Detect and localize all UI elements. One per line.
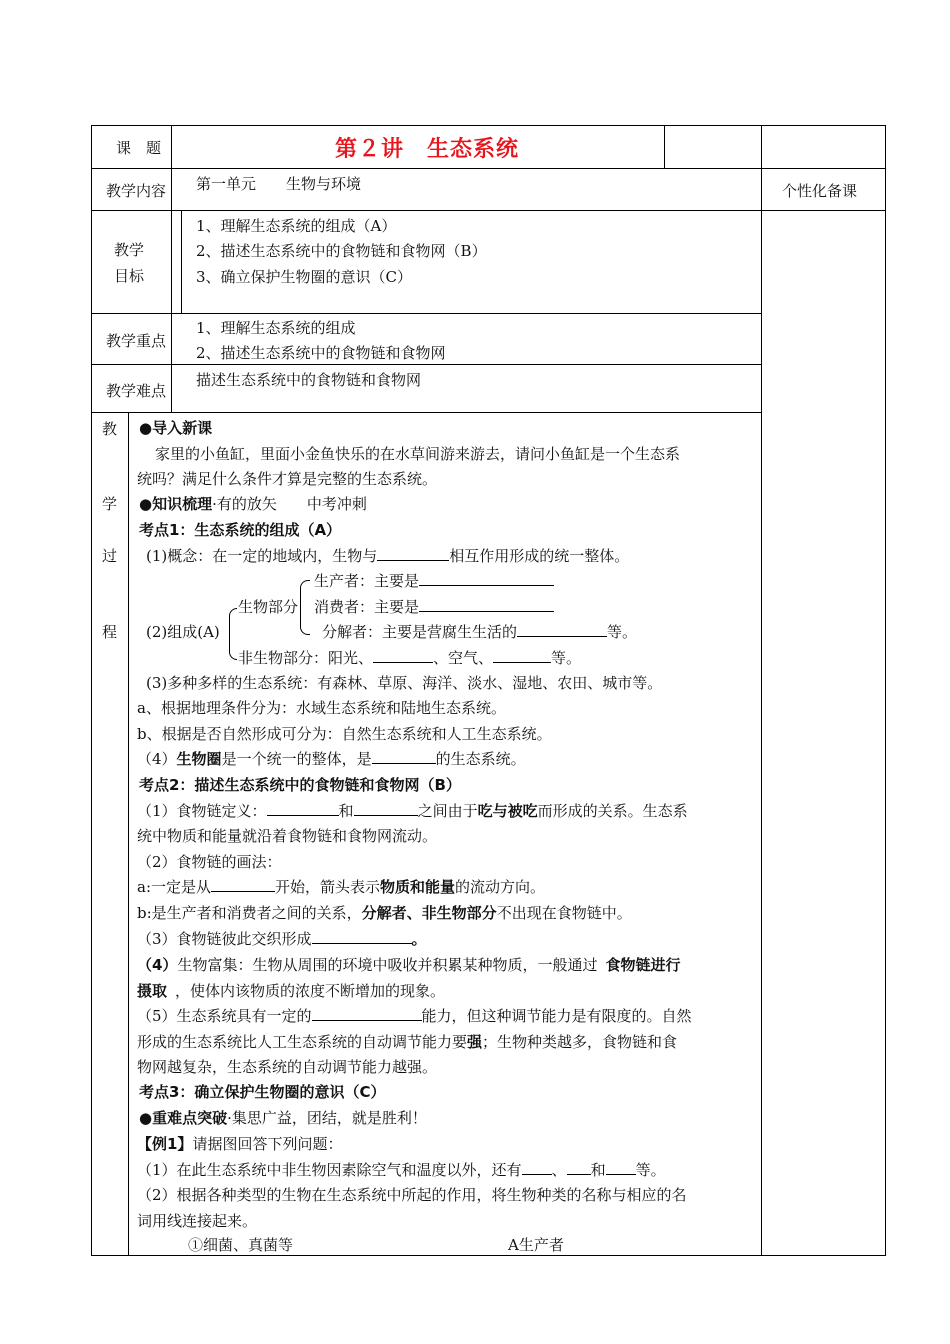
objective-item: 2、描述生态系统中的食物链和食物网（B） (196, 242, 487, 260)
food-web-line: （3）食物链彼此交织形成 。 (137, 930, 427, 948)
process-label-char: 教 (102, 420, 118, 438)
key-point-2-heading: 考点2：描述生态系统中的食物链和食物网（B） (139, 776, 461, 794)
content-label: 教学内容 (106, 182, 167, 200)
bioaccumulation-line2: 摄取 ，使体内该物质的浓度不断增加的现象。 (137, 982, 446, 1000)
decomposer-line: 分解者：主要是营腐生生活的 等。 (322, 623, 638, 641)
brace-bio-parts (300, 580, 310, 635)
label-column-divider (171, 125, 172, 412)
bio-part-label: 生物部分 (238, 598, 299, 616)
self-regulation-line2: 形成的生态系统比人工生态系统的自动调节能力要强；生物种类越多，食物链和食 (137, 1033, 678, 1051)
food-chain-definition: （1）食物链定义： 和 之间由于吃与被吃而形成的关系。生态系 (137, 802, 688, 820)
page-title: 第２讲 生态系统 (335, 137, 520, 162)
brace-composition (229, 608, 237, 660)
answer-blank (211, 877, 275, 892)
answer-blank (567, 1160, 591, 1175)
consumer-line: 消费者：主要是 (314, 597, 554, 617)
table-border-top (91, 125, 886, 126)
bioaccumulation-line1: （4）生物富集：生物从周围的环境中吸收并积累某种物质，一般通过 食物链进行 (137, 956, 681, 974)
classification-a: a、根据地理条件分为：水域生态系统和陆地生态系统。 (137, 699, 506, 717)
classification-b: b、根据是否自然形成可分为：自然生态系统和人工生态系统。 (137, 725, 552, 743)
match-item-left: ①细菌、真菌等 (188, 1236, 294, 1254)
answer-blank (419, 597, 554, 612)
process-column-divider (128, 412, 129, 1256)
intro-heading: ●导入新课 (139, 419, 213, 437)
row-divider-2 (91, 210, 886, 211)
concept-line: (1)概念：在一定的地域内，生物与 相互作用形成的统一整体。 (146, 547, 630, 565)
objective-item: 1、理解生态系统的组成（A） (196, 217, 397, 235)
difficult-points-text: 描述生态系统中的食物链和食物网 (196, 371, 422, 389)
answer-blank (377, 546, 449, 561)
review-heading: ●知识梳理 (139, 495, 213, 513)
self-regulation-line3: 物网越复杂，生态系统的自动调节能力越强。 (137, 1058, 438, 1076)
personal-notes-label: 个性化备课 (782, 182, 858, 200)
match-item-right: A生产者 (508, 1236, 564, 1254)
process-label-char: 过 (102, 547, 118, 565)
difficulty-line (139, 1108, 427, 1128)
table-border-right (885, 125, 886, 1256)
review-line (139, 494, 367, 514)
objective-item: 3、确立保护生物圈的意识（C） (196, 268, 413, 286)
intro-text-line2: 统吗？满足什么条件才算是完整的生态系统。 (137, 470, 438, 488)
row-divider-1 (91, 168, 886, 169)
answer-blank (517, 622, 607, 637)
table-border-bottom (91, 1255, 886, 1256)
self-regulation-line1: （5）生态系统具有一定的 能力，但这种调节能力是有限度的。自然 (137, 1007, 692, 1025)
key-point-item: 1、理解生态系统的组成 (196, 319, 356, 337)
question-2-line2: 词用线连接起来。 (137, 1212, 258, 1230)
subject-label: 课 题 (116, 139, 162, 157)
row-divider-4 (91, 364, 761, 365)
food-chain-rule-a: a:一定是从 开始，箭头表示物质和能量的流动方向。 (137, 878, 546, 896)
difficulty-tagline: ·集思广益，团结，就是胜利！ (227, 1109, 427, 1127)
process-label-char: 学 (102, 495, 118, 513)
food-chain-definition-cont: 统中物质和能量就沿着食物链和食物网流动。 (137, 827, 438, 845)
composition-label: (2)组成(A) (146, 623, 220, 641)
question-2-line1: （2）根据各种类型的生物在生态系统中所起的作用，将生物种类的名称与相应的名 (137, 1186, 687, 1204)
answer-blank (312, 929, 412, 944)
answer-blank (372, 749, 436, 764)
answer-blank (419, 571, 554, 586)
answer-blank (354, 801, 418, 816)
nonbio-line: 非生物部分：阳光、 、空气、 等。 (238, 649, 582, 667)
key-point-item: 2、描述生态系统中的食物链和食物网 (196, 344, 446, 362)
objectives-label-line1: 教学 (114, 241, 145, 259)
answer-blank (606, 1160, 636, 1175)
key-point-3-heading: 考点3：确立保护生物圈的意识（C） (139, 1083, 386, 1101)
intro-text-line1: 家里的小鱼缸，里面小金鱼快乐的在水草间游来游去，请问小鱼缸是一个生态系 (155, 445, 681, 463)
answer-blank (522, 1160, 552, 1175)
row-divider-5 (91, 412, 761, 413)
key-point-1-heading: 考点1：生态系统的组成（A） (139, 521, 342, 539)
example-line: 【例1】请据图回答下列问题： (137, 1135, 343, 1153)
question-1: （1）在此生态系统中非生物因素除空气和温度以外，还有 、 和 等。 (137, 1161, 666, 1179)
biosphere-line: （4）生物圈是一个统一的整体，是 的生态系统。 (137, 750, 526, 768)
process-label-char: 程 (102, 623, 118, 641)
review-tagline: ·有的放矢 中考冲刺 (212, 495, 367, 513)
answer-blank (493, 648, 551, 663)
table-border-left (91, 125, 92, 1256)
label-column-divider-inner (181, 210, 182, 313)
objectives-label-line2: 目标 (114, 267, 145, 285)
difficult-points-label: 教学难点 (106, 382, 167, 400)
row-divider-3 (91, 313, 761, 314)
title-cell-divider (664, 125, 665, 168)
answer-blank (373, 648, 433, 663)
producer-line: 生产者：主要是 (314, 571, 554, 591)
food-chain-drawing: （2）食物链的画法： (137, 853, 282, 871)
key-points-label: 教学重点 (106, 332, 167, 350)
food-chain-rule-b: b:是生产者和消费者之间的关系，分解者、非生物部分不出现在食物链中。 (137, 904, 632, 922)
difficulty-heading: ●重难点突破 (139, 1109, 228, 1127)
content-value: 第一单元 生物与环境 (196, 175, 362, 193)
notes-column-divider (761, 125, 762, 1256)
answer-blank (267, 801, 339, 816)
diverse-line: (3)多种多样的生态系统：有森林、草原、海洋、淡水、湿地、农田、城市等。 (146, 674, 663, 692)
answer-blank (312, 1006, 422, 1021)
